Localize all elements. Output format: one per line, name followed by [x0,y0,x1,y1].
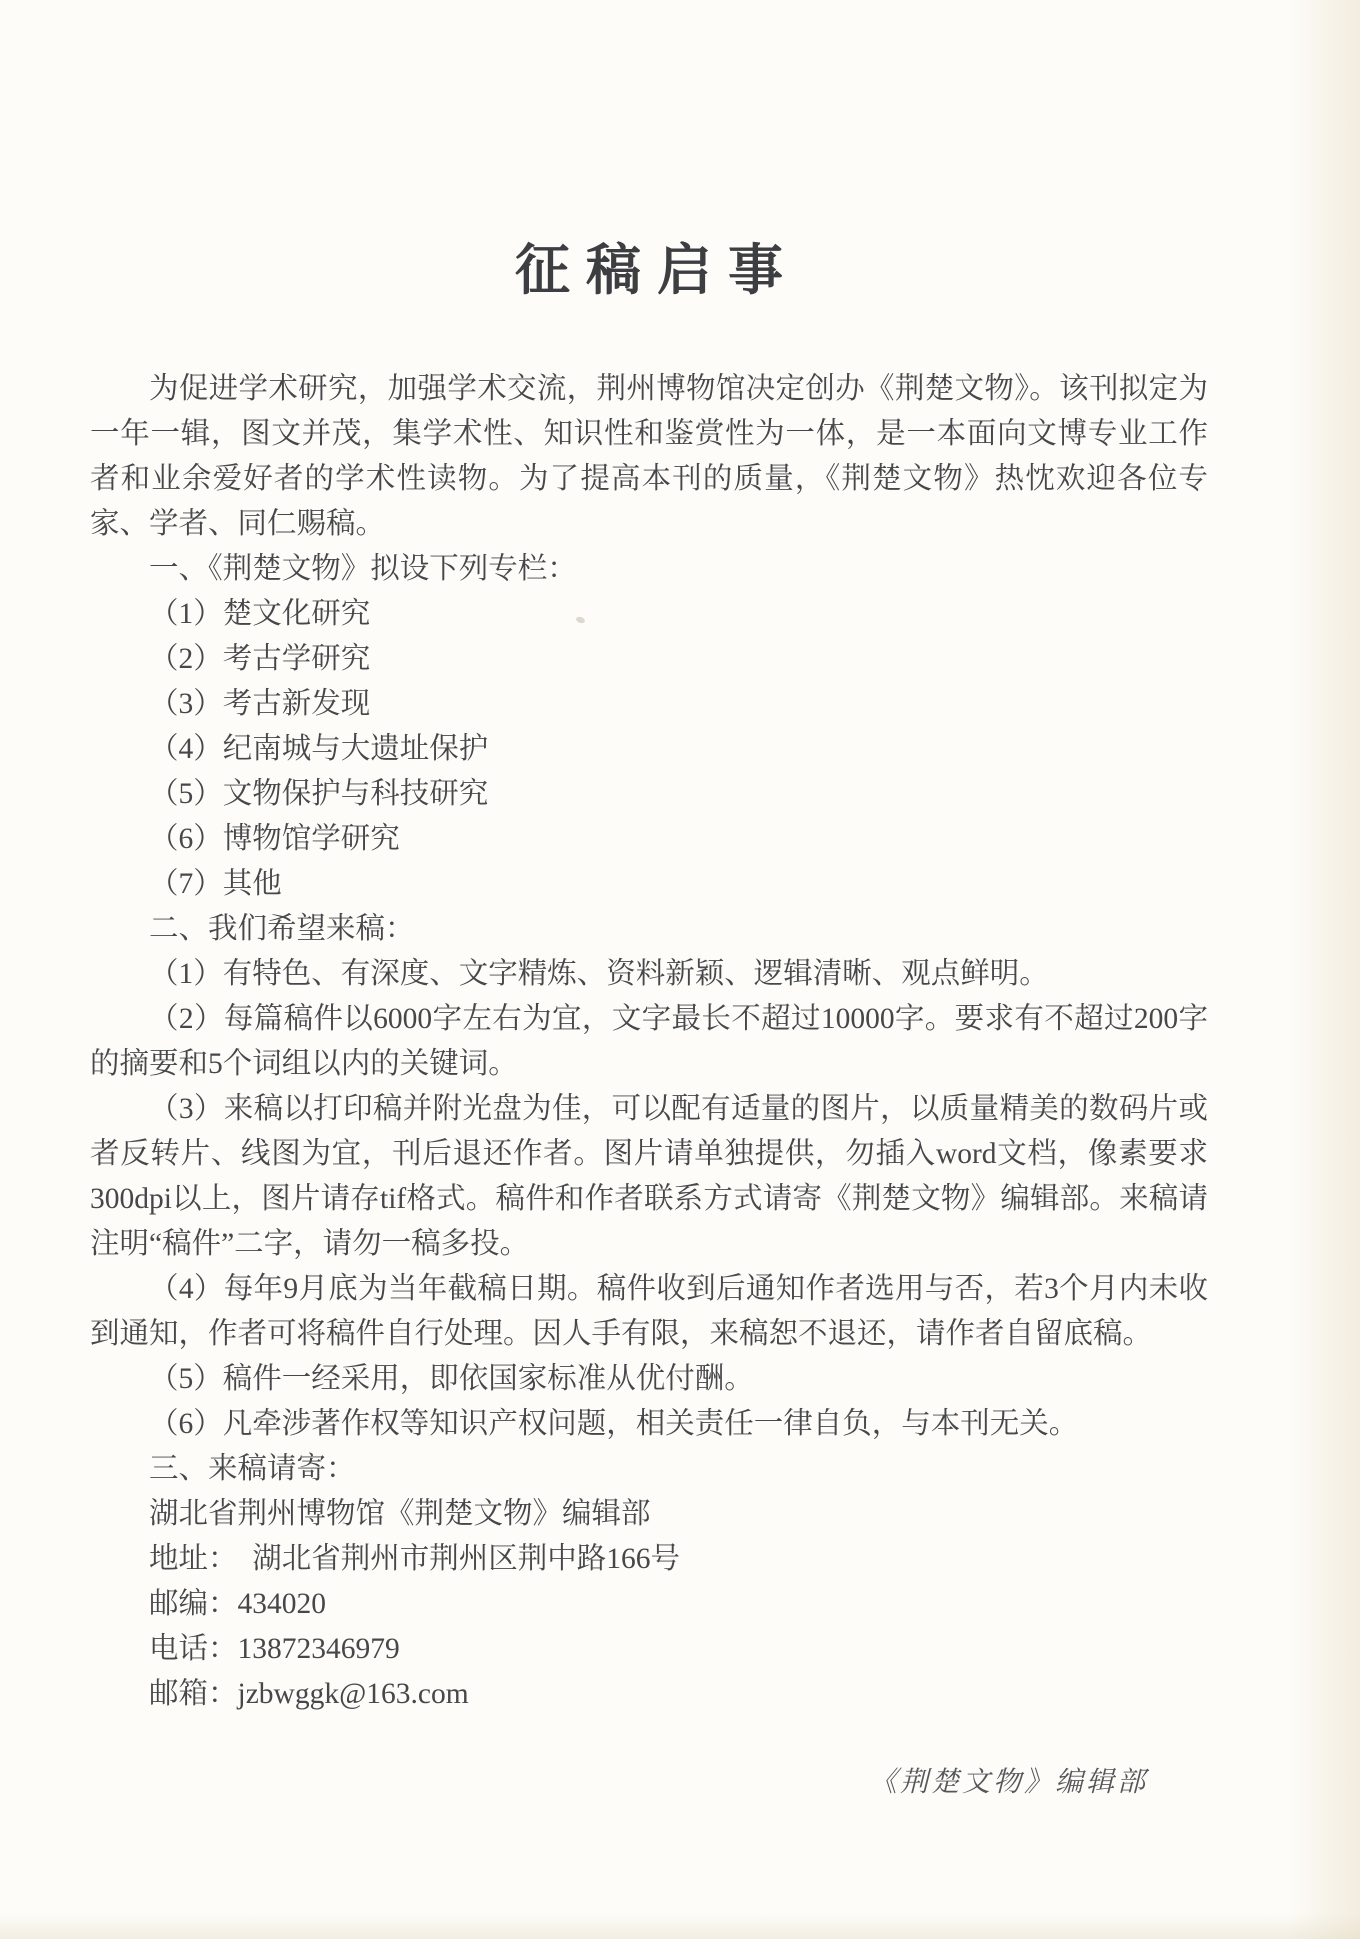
section2-item-1: （1）有特色、有深度、文字精炼、资料新颖、逻辑清晰、观点鲜明。 [149,958,1049,990]
section2-item-4: （4）每年9月底为当年截稿日期。稿件收到后通知作者选用与否，若3个月内未收到通知，作者可将稿件自行处理。因人手有限，来稿恕不退还，请作者自留底稿。 [90,1273,1208,1350]
document-body [90,226,1208,1717]
section1-item-4: （4）纪南城与大遗址保护 [149,733,489,765]
postcode-line: 邮编：434020 [149,1588,327,1620]
section1-item-6: （6）博物馆学研究 [149,823,400,855]
editorial-signature: 《荆楚文物》编辑部 [868,1767,1148,1798]
section2-item-3: （3）来稿以打印稿并附光盘为佳，可以配有适量的图片，以质量精美的数码片或者反转片、线图为宜，刊后退还作者。图片请单独提供，勿插入word文档，像素要求300dpi以上，图片请存tif格式。稿件和作者联系方式请寄《荆楚文物》编辑部。来稿请注明“稿件”二字，请勿一稿多投。 [90,1093,1208,1260]
phone-line: 电话：13872346979 [149,1633,400,1665]
section1-item-1: （1）楚文化研究 [149,598,371,630]
page-title: 征稿启事 [514,240,799,301]
email-line: 邮箱：jzbwggk@163.com [149,1678,469,1710]
section1-item-2: （2）考古学研究 [149,643,371,675]
section1-item-3: （3）考古新发现 [149,688,371,720]
address-line: 地址： 湖北省荆州市荆州区荆中路166号 [149,1543,681,1575]
section2-heading: 二、我们希望来稿： [149,913,415,945]
section3-heading: 三、来稿请寄： [149,1453,356,1485]
section1-heading: 一、《荆楚文物》拟设下列专栏： [149,553,577,585]
scan-edge-shadow-right [1288,0,1360,1939]
intro-paragraph: 为促进学术研究，加强学术交流，荆州博物馆决定创办《荆楚文物》。该刊拟定为一年一辑，图文并茂，集学术性、知识性和鉴赏性为一体，是一本面向文博专业工作者和业余爱好者的学术性读物。为了提高本刊的质量，《荆楚文物》热忱欢迎各位专家、学者、同仁赐稿。 [90,373,1208,540]
section2-item-6: （6）凡牵涉著作权等知识产权问题，相关责任一律自负，与本刊无关。 [149,1408,1079,1440]
section1-item-7: （7）其他 [149,868,282,900]
scan-edge-shadow-bottom [0,1913,1360,1939]
section2-item-2: （2）每篇稿件以6000字左右为宜，文字最长不超过10000字。要求有不超过200字的摘要和5个词组以内的关键词。 [90,1003,1208,1080]
section1-item-5: （5）文物保护与科技研究 [149,778,489,810]
section2-item-5: （5）稿件一经采用，即依国家标准从优付酬。 [149,1363,754,1395]
mailing-address-org: 湖北省荆州博物馆《荆楚文物》编辑部 [149,1498,651,1530]
